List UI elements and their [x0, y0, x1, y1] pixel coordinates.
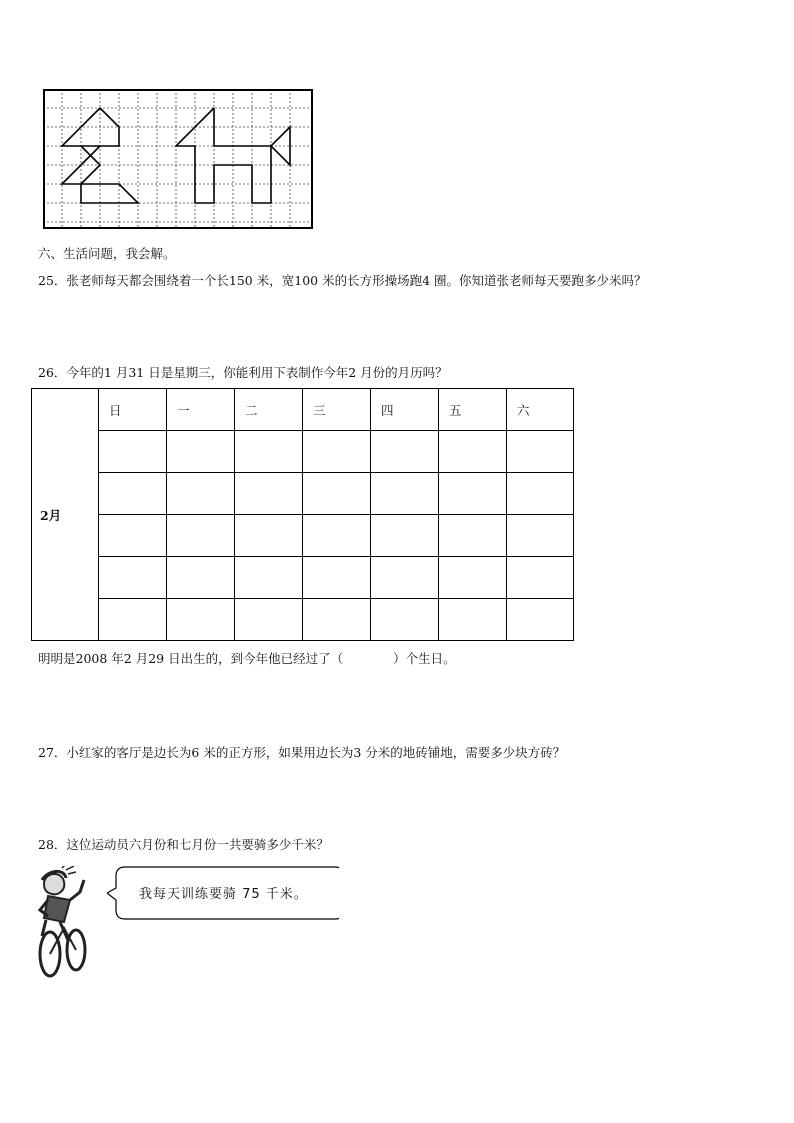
calendar-day-cell[interactable]: [99, 557, 167, 599]
calendar-day-cell[interactable]: [439, 515, 507, 557]
calendar-day-cell[interactable]: [167, 557, 235, 599]
grid-figure: [43, 89, 313, 229]
question-26: 26．今年的1 月31 日是星期三，你能利用下表制作今年2 月份的月历吗？: [38, 365, 448, 380]
grid-lines: [43, 89, 313, 229]
birthday-question: 明明是2008 年2 月29 日出生的，到今年他已经过了（ ）个生日。: [38, 651, 456, 666]
weekday-sun: 日: [99, 389, 167, 431]
calendar-day-cell[interactable]: [167, 515, 235, 557]
calendar-month-label: 2月: [32, 389, 99, 641]
calendar-day-cell[interactable]: [167, 473, 235, 515]
calendar-day-cell[interactable]: [507, 515, 574, 557]
calendar-table: [31, 388, 574, 641]
calendar-day-cell[interactable]: [439, 557, 507, 599]
calendar-day-cell[interactable]: [439, 599, 507, 641]
calendar-day-cell[interactable]: [507, 599, 574, 641]
calendar-week-row: [32, 599, 574, 641]
weekday-thu: 四: [371, 389, 439, 431]
question-25: 25．张老师每天都会围绕着一个长150 米，宽100 米的长方形操场跑4 圈。你知道张老师每天要跑多少米吗？: [38, 273, 647, 288]
calendar-day-cell[interactable]: [303, 473, 371, 515]
calendar-week-row: [32, 515, 574, 557]
calendar-day-cell[interactable]: [99, 473, 167, 515]
calendar-day-cell[interactable]: [167, 599, 235, 641]
calendar-day-cell[interactable]: [235, 473, 303, 515]
calendar-day-cell[interactable]: [99, 515, 167, 557]
calendar-day-cell[interactable]: [507, 473, 574, 515]
cyclist-illustration: [34, 866, 94, 978]
calendar-day-cell[interactable]: [235, 599, 303, 641]
calendar-day-cell[interactable]: [507, 557, 574, 599]
calendar-week-row: [32, 431, 574, 473]
calendar-day-cell[interactable]: [371, 473, 439, 515]
calendar-day-cell[interactable]: [167, 431, 235, 473]
calendar-day-cell[interactable]: [371, 431, 439, 473]
calendar-day-cell[interactable]: [99, 431, 167, 473]
calendar-day-cell[interactable]: [303, 431, 371, 473]
question-28: 28．这位运动员六月份和七月份一共要骑多少千米？: [38, 837, 329, 852]
weekday-wed: 三: [303, 389, 371, 431]
calendar-day-cell[interactable]: [235, 515, 303, 557]
calendar-day-cell[interactable]: [371, 557, 439, 599]
speech-bubble-text: 我每天训练要骑 75 千米。: [139, 887, 308, 902]
calendar-day-cell[interactable]: [371, 599, 439, 641]
section-heading: 六、生活问题，我会解。: [38, 246, 176, 261]
calendar-day-cell[interactable]: [439, 473, 507, 515]
calendar-day-cell[interactable]: [235, 557, 303, 599]
weekday-fri: 五: [439, 389, 507, 431]
calendar-day-cell[interactable]: [99, 599, 167, 641]
weekday-tue: 二: [235, 389, 303, 431]
calendar-day-cell[interactable]: [303, 515, 371, 557]
calendar-day-cell[interactable]: [439, 431, 507, 473]
calendar-day-cell[interactable]: [507, 431, 574, 473]
weekday-mon: 一: [167, 389, 235, 431]
calendar-day-cell[interactable]: [371, 515, 439, 557]
calendar-week-row: [32, 557, 574, 599]
calendar-day-cell[interactable]: [303, 599, 371, 641]
calendar-day-cell[interactable]: [303, 557, 371, 599]
question-27: 27．小红家的客厅是边长为6 米的正方形，如果用边长为3 分米的地砖铺地，需要多少块方砖？: [38, 745, 566, 760]
calendar-week-row: [32, 473, 574, 515]
weekday-sat: 六: [507, 389, 574, 431]
calendar-day-cell[interactable]: [235, 431, 303, 473]
